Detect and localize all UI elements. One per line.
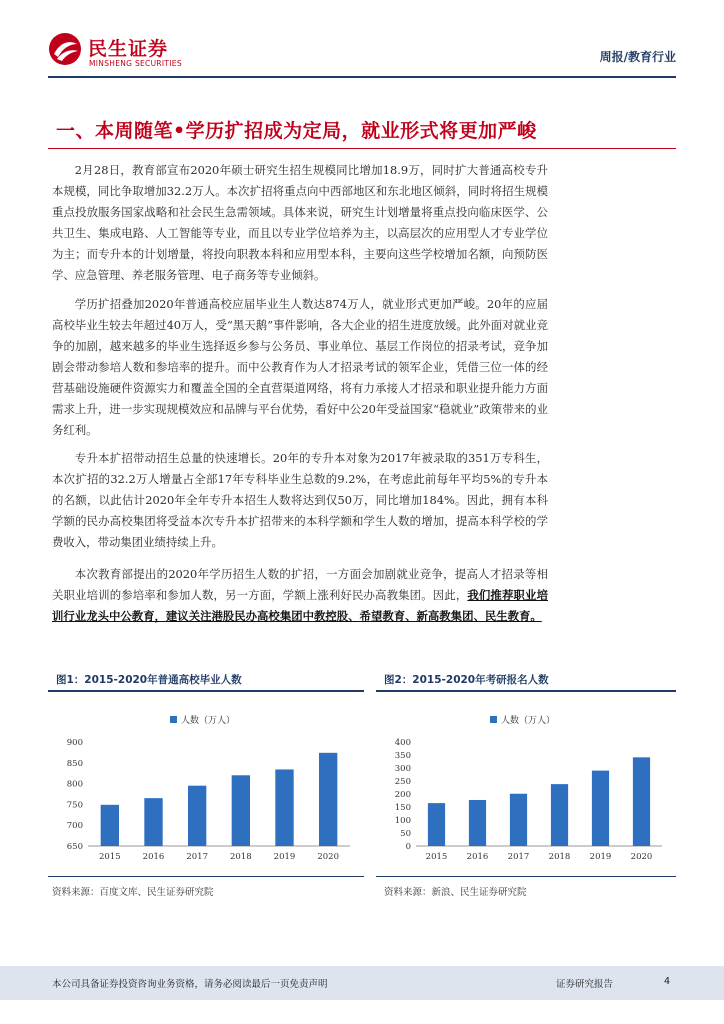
paragraph-4: [52, 564, 548, 627]
y-tick-label: 900: [66, 738, 83, 748]
bar-2015: [101, 805, 119, 846]
legend-label: 人数（万人）: [501, 716, 556, 726]
page-number: 4: [664, 976, 671, 987]
footer-disclaimer: 本公司具备证券投资咨询业务资格，请务必阅读最后一页免责声明: [52, 979, 328, 990]
graduates-bar-chart: [48, 700, 364, 870]
x-tick-label: 2016: [466, 852, 489, 862]
figure-1-source: 资料来源：百度文库、民生证券研究院: [52, 887, 214, 898]
page-header: [48, 28, 676, 80]
y-tick-label: 100: [394, 816, 411, 826]
chart-legend: [170, 714, 235, 726]
y-tick-label: 200: [394, 790, 411, 800]
y-tick-label: 700: [66, 821, 83, 832]
exam-applicants-bar-chart: [376, 700, 676, 870]
y-tick-label: 750: [66, 800, 83, 811]
x-tick-label: 2016: [142, 852, 165, 862]
legend-label: 人数（万人）: [181, 716, 236, 726]
source-1-rule: [48, 876, 364, 877]
y-tick-label: 400: [394, 738, 411, 748]
section-title: 一、本周随笔•学历扩招成为定局，就业形式将更加严峻: [56, 120, 537, 142]
y-tick-label: 300: [394, 764, 411, 774]
figure-1-rule: [48, 690, 364, 692]
bar-2015: [428, 803, 445, 846]
y-tick-label: 350: [394, 751, 411, 761]
x-tick-label: 2015: [99, 852, 121, 862]
bar-2018: [232, 775, 250, 846]
logo-text-cn: 民生证券: [88, 38, 169, 60]
chart-legend: [490, 714, 555, 726]
bar-2019: [275, 769, 293, 846]
header-divider: [48, 76, 676, 78]
y-tick-label: 50: [400, 829, 411, 839]
bar-2016: [144, 798, 162, 846]
x-tick-label: 2019: [273, 852, 296, 862]
figure-1-title: 图1：2015-2020年普通高校毕业人数: [56, 674, 242, 686]
x-tick-label: 2017: [186, 852, 208, 862]
paragraph-2: 学历扩招叠加2020年普通高校应届毕业生人数达874万人，就业形式更加严峻。20年的应届高校毕业生较去年超过40万人，受“黑天鹅”事件影响，各大企业的招生进度放缓。此外面对就业竞争的加剧，越来越多的毕业生选择返乡参与公务员、事业单位、基层工作岗位的招录考试，竞争加剧会带动参培人数和参培率的提升。而中公教育作为人才招录考试的领军企业，凭借三位一体的经营基础设施硬件资源实力和覆盖全国的全直营渠道网络，将有力承接人才招录和职业提升能力方面需求上升，进一步实现规模效应和品牌与平台优势，看好中公20年受益国家“稳就业”政策带来的业务红利。: [52, 297, 548, 437]
paragraph-1: 2月28日，教育部宣布2020年硕士研究生招生规模同比增加18.9万，同时扩大普通高校专升本规模，同比争取增加32.2万人。本次扩招将重点向中西部地区和东北地区倾斜，同时将招生规模重点投放服务国家战略和社会民生急需领域。具体来说，研究生计划增量将重点投向临床医学、公共卫生、集成电路、人工智能等专业，而且以专业学位培养为主，以高层次的应用型人才专业学位为主；而专升本的计划增量，将投向职教本科和应用型本科，主要向这些学校增加名额，向预防医学、应急管理、养老服务管理、电子商务等专业倾斜。: [52, 163, 548, 282]
report-type: 周报/教育行业: [599, 50, 676, 64]
y-tick-label: 150: [394, 803, 411, 813]
bar-2018: [551, 784, 568, 846]
y-tick-label: 0: [405, 842, 411, 852]
x-tick-label: 2020: [317, 852, 339, 862]
bar-2017: [188, 786, 206, 846]
minsheng-logo-icon: [48, 32, 82, 66]
paragraph-3: 专升本扩招带动招生总量的快速增长。20年的专升本对象为2017年被录取的351万专科生，本次扩招的32.2万人增量占全部17年专科毕业生总数的9.2%，在考虑此前每年平均5%的专升本的名额，以此估计2020年全年专升本招生人数将达到仅50万，同比增加184%。因此，拥有本科学额的民办高校集团将受益本次专升本扩招带来的本科学额和学生人数的增加，提高本科学校的学费收入，带动集团业绩持续上升。: [52, 451, 548, 549]
x-tick-label: 2018: [230, 852, 252, 862]
x-tick-label: 2020: [630, 852, 653, 862]
bar-2020: [633, 757, 650, 846]
figure-2-source: 资料来源：新浪、民生证券研究院: [384, 887, 527, 898]
bar-2017: [510, 794, 527, 846]
legend-swatch: [170, 716, 177, 723]
logo-text-en: MINSHENG SECURITIES: [89, 59, 182, 68]
y-tick-label: 800: [66, 779, 83, 790]
x-tick-label: 2019: [589, 852, 612, 862]
bar-2016: [469, 800, 486, 846]
source-2-rule: [376, 876, 676, 877]
footer-report-label: 证券研究报告: [556, 979, 614, 990]
figure-2-rule: [376, 690, 676, 692]
x-tick-label: 2017: [507, 852, 530, 862]
y-tick-label: 850: [66, 758, 83, 769]
title-divider: [48, 148, 676, 149]
x-tick-label: 2018: [548, 852, 571, 862]
y-tick-label: 650: [66, 842, 83, 852]
recommendation-text: 我们推荐职业培训行业龙头中公教育，建议关注港股民办高校集团中教控股、希望教育、新高教集团、民生教育。: [52, 588, 548, 623]
bar-2020: [319, 753, 337, 846]
paragraph-4-text: 本次教育部提出的2020年学历招生人数的扩招，一方面会加剧就业竞争，提高人才招录等相关职业培训的参培率和参加人数，另一方面，学额上涨利好民办高教集团。因此，: [52, 567, 548, 602]
bar-2019: [592, 771, 609, 846]
figure-2-title: 图2：2015-2020年考研报名人数: [384, 674, 549, 686]
legend-swatch: [490, 716, 497, 723]
y-tick-label: 250: [394, 777, 411, 787]
x-tick-label: 2015: [425, 852, 448, 862]
